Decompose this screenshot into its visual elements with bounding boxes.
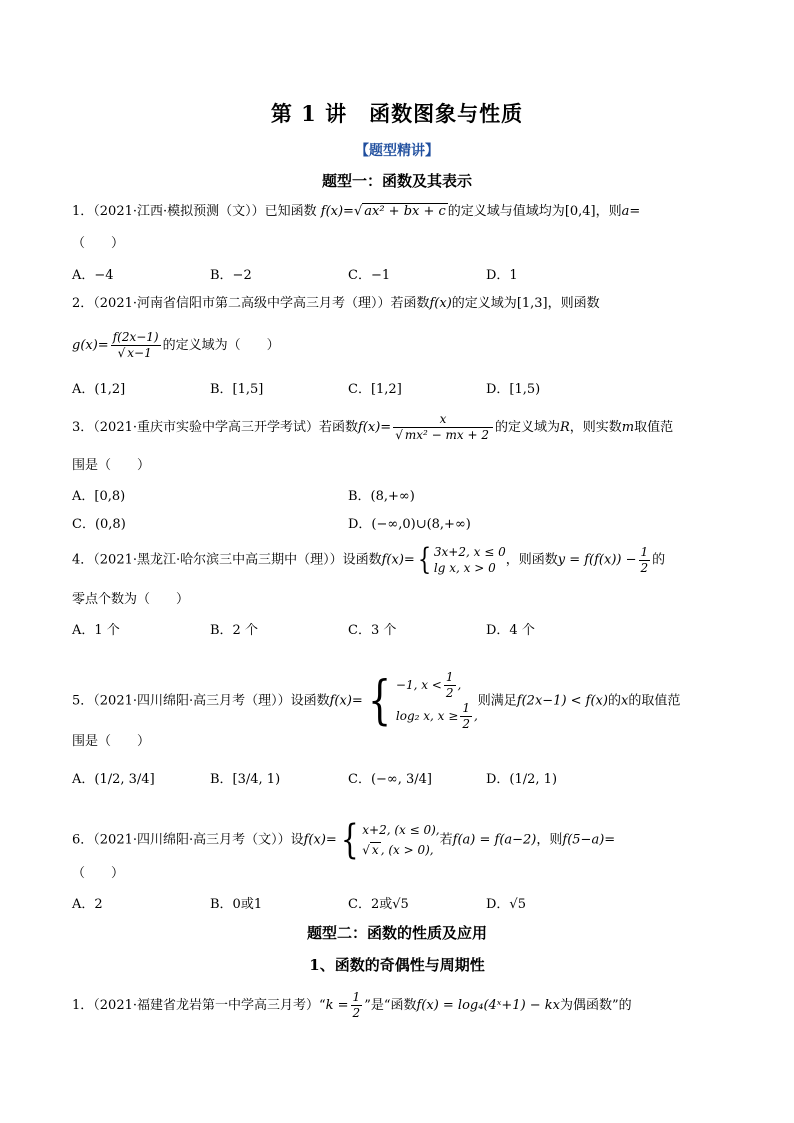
q4-piece1: 3x+2, x ≤ 0 xyxy=(433,545,506,559)
q5-den1: 2 xyxy=(445,686,454,700)
q4-option-b[interactable]: B．2 个 xyxy=(210,623,258,638)
q3-option-a[interactable]: A．[0,8) xyxy=(72,489,126,504)
q1-option-d[interactable]: D．1 xyxy=(486,268,518,283)
q5-func: f(x)= xyxy=(329,693,363,709)
q2-stem xyxy=(72,294,734,314)
q7-den: 2 xyxy=(352,1006,361,1020)
q2-fraction xyxy=(111,330,161,361)
q7-stem xyxy=(72,990,734,1021)
q7-fraction xyxy=(351,990,363,1021)
q2-num: f(2x−1) xyxy=(112,330,159,344)
q5-tail2: 的取值范 xyxy=(628,693,681,709)
q2-option-a[interactable]: A．(1,2] xyxy=(72,382,126,397)
sqrt-icon: √ xyxy=(362,843,370,857)
section-tag: 【题型精讲】 xyxy=(355,143,439,159)
q1-radicand: ax² + bx + c xyxy=(364,204,446,219)
q6-option-d[interactable]: D．√5 xyxy=(486,897,526,912)
sqrt-icon: √ xyxy=(395,428,403,442)
q5-num2: 1 xyxy=(462,701,470,715)
q3-option-d[interactable]: D．(−∞,0)∪(8,+∞) xyxy=(348,517,471,532)
q1-option-c[interactable]: C．−1 xyxy=(348,268,391,283)
q5-option-b[interactable]: B．[3/4, 1) xyxy=(210,772,281,787)
q6-tail: ，则 xyxy=(536,832,563,848)
q2-option-d[interactable]: D．[1,5) xyxy=(486,382,541,397)
brace-icon: { xyxy=(367,671,391,731)
q6-option-b[interactable]: B．0或1 xyxy=(210,897,263,912)
q5-comma2: , xyxy=(473,709,478,723)
q2-option-b[interactable]: B．[1,5] xyxy=(210,382,264,397)
q6-source: 6．（2021·四川绵阳·高三月考（文））设 xyxy=(72,832,304,848)
q4-option-a[interactable]: A．1 个 xyxy=(72,623,120,638)
q5-piece1 xyxy=(396,670,478,701)
q1-func: f(x)= xyxy=(320,204,354,219)
q1-var: a xyxy=(621,204,630,219)
q3-stem xyxy=(72,412,734,443)
q3-den: mx² − mx + 2 xyxy=(404,428,489,442)
q5-source: 5．（2021·四川绵阳·高三月考（理））设函数 xyxy=(72,693,330,709)
q4-line2: 零点个数为（ ） xyxy=(72,592,190,607)
q6-option-a[interactable]: A．2 xyxy=(72,897,103,912)
type2-heading: 题型二：函数的性质及应用 xyxy=(306,924,487,942)
q6-piece2a: x xyxy=(371,843,379,857)
q2-func: f(x) xyxy=(429,296,452,311)
q4-yeq: y = f(f(x)) − xyxy=(557,552,637,568)
q3-option-b[interactable]: B．(8,+∞) xyxy=(348,489,415,504)
q7-tail: 为偶函数”的 xyxy=(560,998,632,1013)
q1-interval: [0,4] xyxy=(564,204,596,219)
q6-piece2 xyxy=(362,840,439,860)
q7-func: f(x) = log₄(4ˣ+1) − kx xyxy=(416,998,561,1013)
q5-frac1 xyxy=(444,670,456,701)
q6-func: f(x)= xyxy=(303,832,337,848)
q2-tail: ，则函数 xyxy=(547,296,600,311)
q3-m: m xyxy=(621,420,635,435)
q2-interval: [1,3] xyxy=(516,296,548,311)
q2-source: 2．（2021·河南省信阳市第二高级中学高三月考（理））若函数 xyxy=(72,296,430,311)
q6-piece2b: , (x > 0), xyxy=(380,843,434,857)
q6-mid: 若 xyxy=(439,832,453,848)
page-title: 第 1 讲 函数图象与性质 xyxy=(270,101,524,126)
q6-cond: f(a) = f(a−2) xyxy=(452,832,537,848)
q4-source: 4．（2021·黑龙江·哈尔滨三中高三期中（理））设函数 xyxy=(72,552,382,568)
q5-piece2 xyxy=(396,701,478,732)
q5-frac2 xyxy=(460,701,472,732)
q6-stem xyxy=(72,817,734,863)
sqrt-icon: √ xyxy=(353,204,363,219)
q7-k: k = xyxy=(325,998,349,1013)
q3-line2: 围是（ ） xyxy=(72,458,151,473)
q6-option-c[interactable]: C．2或√5 xyxy=(348,897,409,912)
q3-func: f(x)= xyxy=(358,420,392,435)
q4-piece2: lg x, x > 0 xyxy=(433,561,496,575)
q5-option-c[interactable]: C．(−∞, 3/4] xyxy=(348,772,432,787)
q3-fraction xyxy=(393,412,493,443)
type1-heading: 题型一：函数及其表示 xyxy=(321,172,472,190)
q5-x: x xyxy=(620,693,629,709)
q4-func: f(x)= xyxy=(381,552,415,568)
q5-option-a[interactable]: A．(1/2, 3/4] xyxy=(72,772,155,787)
q4-num: 1 xyxy=(640,544,649,559)
q1-stem xyxy=(72,202,734,222)
brace-icon: { xyxy=(417,542,432,577)
sqrt-icon: √ xyxy=(117,346,126,360)
q1-option-a[interactable]: A．−4 xyxy=(72,268,114,283)
q4-fraction xyxy=(639,545,651,576)
q6-pieces xyxy=(362,820,439,860)
q3-R: R xyxy=(559,420,570,435)
q3-tail2: 取值范 xyxy=(634,420,674,435)
q5-line2: 围是（ ） xyxy=(72,734,151,749)
q3-option-c[interactable]: C．(0,8) xyxy=(72,517,126,532)
q4-mid: ，则函数 xyxy=(505,552,558,568)
q6-piece1: x+2, (x ≤ 0), xyxy=(362,823,440,837)
q6-blank: （ ） xyxy=(72,866,125,881)
q5-pieces xyxy=(396,670,478,732)
brace-icon: { xyxy=(340,817,359,863)
q5-tail: 的 xyxy=(607,693,621,709)
q3-source: 3．（2021·重庆市实验中学高三开学考试）若函数 xyxy=(72,420,358,435)
q2-stem-2 xyxy=(72,330,734,361)
q2-mid: 的定义域为 xyxy=(451,296,517,311)
q7-mid: ”是“函数 xyxy=(364,998,417,1013)
q7-num: 1 xyxy=(352,990,361,1004)
q5-piece2a: log₂ x, x ≥ xyxy=(395,709,459,723)
q1-eq: = xyxy=(629,204,641,219)
q2-option-c[interactable]: C．[1,2] xyxy=(348,382,402,397)
q3-mid: 的定义域为 xyxy=(494,420,560,435)
type2-subheading: 1、函数的奇偶性与周期性 xyxy=(309,956,485,974)
q4-option-c[interactable]: C．3 个 xyxy=(348,623,397,638)
q5-den2: 2 xyxy=(462,717,470,731)
q1-tail: ，则 xyxy=(595,204,622,219)
q4-pieces xyxy=(434,544,506,576)
q3-num: x xyxy=(393,412,493,428)
q1-source: 1．（2021·江西·模拟预测（文））已知函数 xyxy=(72,204,317,219)
q2-den: x−1 xyxy=(127,346,152,360)
q3-den-wrap xyxy=(393,428,493,443)
q5-num1: 1 xyxy=(445,670,454,684)
q4-tail: 的 xyxy=(652,552,666,568)
q1-mid: 的定义域与值域均为 xyxy=(447,204,565,219)
q2-after: 的定义域为（ ） xyxy=(162,338,280,353)
q3-tail: ，则实数 xyxy=(569,420,622,435)
q5-comma1: , xyxy=(457,678,462,692)
q4-option-d[interactable]: D．4 个 xyxy=(486,623,535,638)
q5-option-d[interactable]: D．(1/2, 1) xyxy=(486,772,558,787)
q5-cond: f(2x−1) < f(x) xyxy=(516,693,608,709)
q4-stem xyxy=(72,544,734,576)
q2-den-wrap xyxy=(111,346,161,361)
q5-stem xyxy=(72,670,734,732)
q4-den: 2 xyxy=(640,560,649,575)
q7-source: 1．（2021·福建省龙岩第一中学高三月考）“ xyxy=(72,998,326,1013)
q6-ask: f(5−a)= xyxy=(562,832,616,848)
q2-g: g(x)= xyxy=(72,338,109,353)
q5-piece1a: −1, x < xyxy=(395,678,442,692)
q1-option-b[interactable]: B．−2 xyxy=(210,268,252,283)
q1-blank: （ ） xyxy=(72,236,125,251)
q5-mid: 则满足 xyxy=(477,693,517,709)
